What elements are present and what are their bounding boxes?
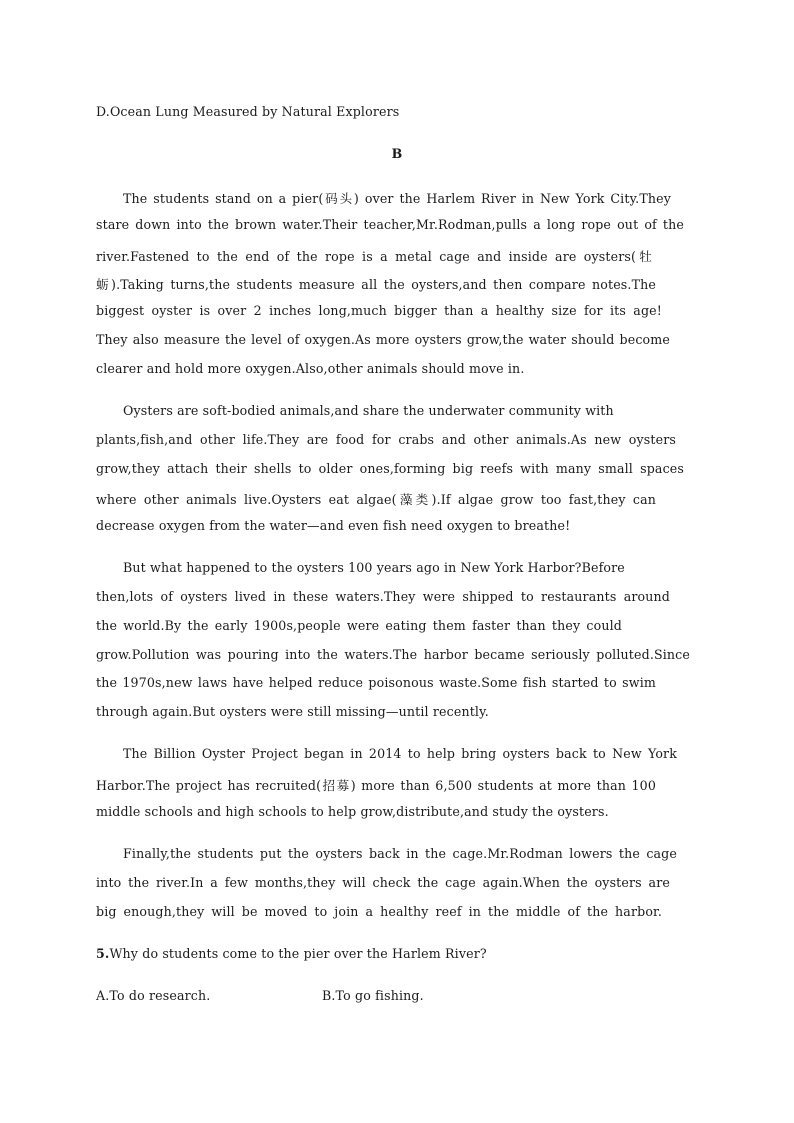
paragraph-line: clearer and hold more oxygen.Also,other animals should move in. [96,361,525,376]
option-d: D.Ocean Lung Measured by Natural Explorers [96,104,400,119]
paragraph-line: big enough,they will be moved to join a healthy reef in the middle of the harbor. [96,904,662,919]
paragraph-line: They also measure the level of oxygen.As more oysters grow,the water should become [96,332,670,347]
question-number: 5. [96,946,110,961]
paragraph-line: Harbor.The project has recruited(招募) more than 6,500 students at more than 100 [96,778,656,793]
paragraph-line: the 1970s,new laws have helped reduce poisonous waste.Some fish started to swim [96,675,656,690]
paragraph-line: middle schools and high schools to help grow,distribute,and study the oysters. [96,804,609,819]
paragraph-line: river.Fastened to the end of the rope is a metal cage and inside are oysters(牡 [96,249,652,264]
section-heading: B [391,146,403,161]
paragraph-line: biggest oyster is over 2 inches long,much bigger than a healthy size for its age! [96,303,662,318]
question-text-line [96,946,696,961]
paragraph-line: Oysters are soft-bodied animals,and share the underwater community with [123,403,614,418]
paragraph-line: into the river.In a few months,they will check the cage again.When the oysters are [96,875,670,890]
paragraph-line: where other animals live.Oysters eat algae(藻类).If algae grow too fast,they can [96,492,656,507]
paragraph-line: grow,they attach their shells to older ones,forming big reefs with many small spaces [96,461,684,476]
paragraph-line: then,lots of oysters lived in these waters.They were shipped to restaurants around [96,589,670,604]
paragraph-line: through again.But oysters were still missing—until recently. [96,704,489,719]
paragraph-line: 蛎).Taking turns,the students measure all the oysters,and then compare notes.The [96,277,656,292]
option-b: B.To go fishing. [322,988,424,1003]
option-a: A.To do research. [96,988,211,1003]
paragraph-line: stare down into the brown water.Their teacher,Mr.Rodman,pulls a long rope out of the [96,217,684,232]
question-text: Why do students come to the pier over the Harlem River? [109,946,487,961]
paragraph-line: Finally,the students put the oysters back in the cage.Mr.Rodman lowers the cage [123,846,677,861]
paragraph-line: The Billion Oyster Project began in 2014 to help bring oysters back to New York [123,746,677,761]
paragraph-line: But what happened to the oysters 100 years ago in New York Harbor?Before [123,560,625,575]
paragraph-line: decrease oxygen from the water—and even fish need oxygen to breathe! [96,518,571,533]
paragraph-line: plants,fish,and other life.They are food for crabs and other animals.As new oysters [96,432,676,447]
paragraph-line: grow.Pollution was pouring into the waters.The harbor became seriously polluted.Since [96,647,690,662]
paragraph-line: The students stand on a pier(码头) over the Harlem River in New York City.They [123,191,671,206]
paragraph-line: the world.By the early 1900s,people were eating them faster than they could [96,618,622,633]
